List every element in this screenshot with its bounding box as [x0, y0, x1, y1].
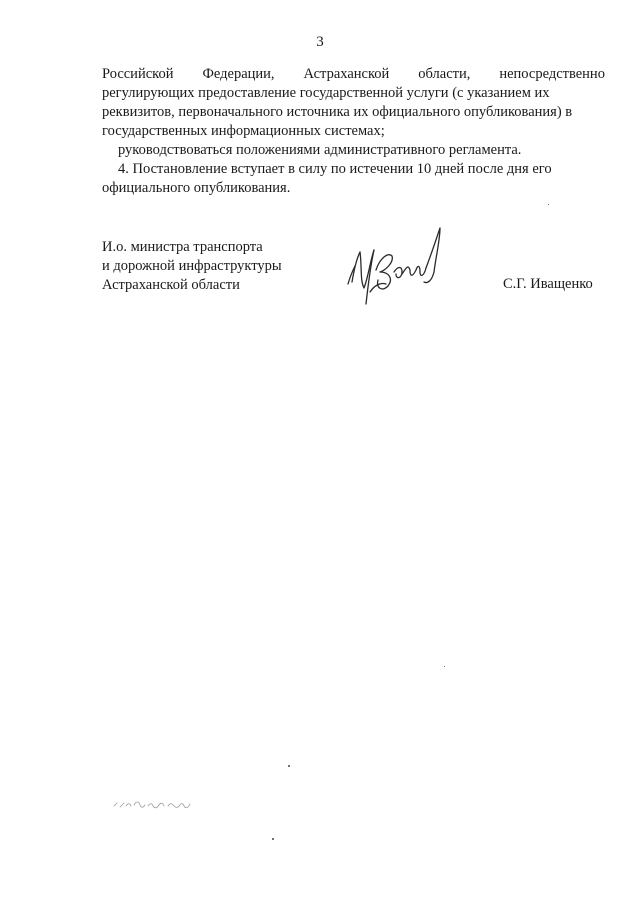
document-body [102, 65, 605, 198]
handwritten-signature [340, 222, 450, 317]
scan-speck [272, 838, 274, 840]
word: Астраханской [303, 66, 390, 82]
paragraph-line-6: 4. Постановление вступает в силу по истечении 10 дней после дня его [118, 161, 552, 177]
word: области, [418, 66, 471, 82]
title-line-3: Астраханской области [102, 277, 240, 293]
word: непосредственно [499, 66, 605, 82]
scan-speck [288, 765, 290, 767]
scan-speck [548, 204, 549, 205]
paragraph-line-2: регулирующих предоставление государственной услуги (с указанием их [102, 85, 550, 101]
faint-stamp-mark [112, 796, 202, 817]
paragraph-line-4: государственных информационных системах; [102, 123, 385, 139]
title-line-2: и дорожной инфраструктуры [102, 258, 282, 274]
signatory-title [102, 238, 282, 295]
scan-speck [444, 666, 445, 667]
title-line-1: И.о. министра транспорта [102, 239, 263, 255]
word: Федерации, [202, 66, 275, 82]
paragraph-line-7: официального опубликования. [102, 180, 291, 196]
paragraph-line-3: реквизитов, первоначального источника их официального опубликования) в [102, 104, 573, 120]
paragraph-line-1 [102, 65, 605, 84]
page-number: 3 [316, 34, 324, 50]
paragraph-line-5: руководствоваться положениями административного регламента. [118, 142, 522, 158]
word: Российской [102, 66, 174, 82]
signer-name: С.Г. Иващенко [503, 276, 593, 292]
